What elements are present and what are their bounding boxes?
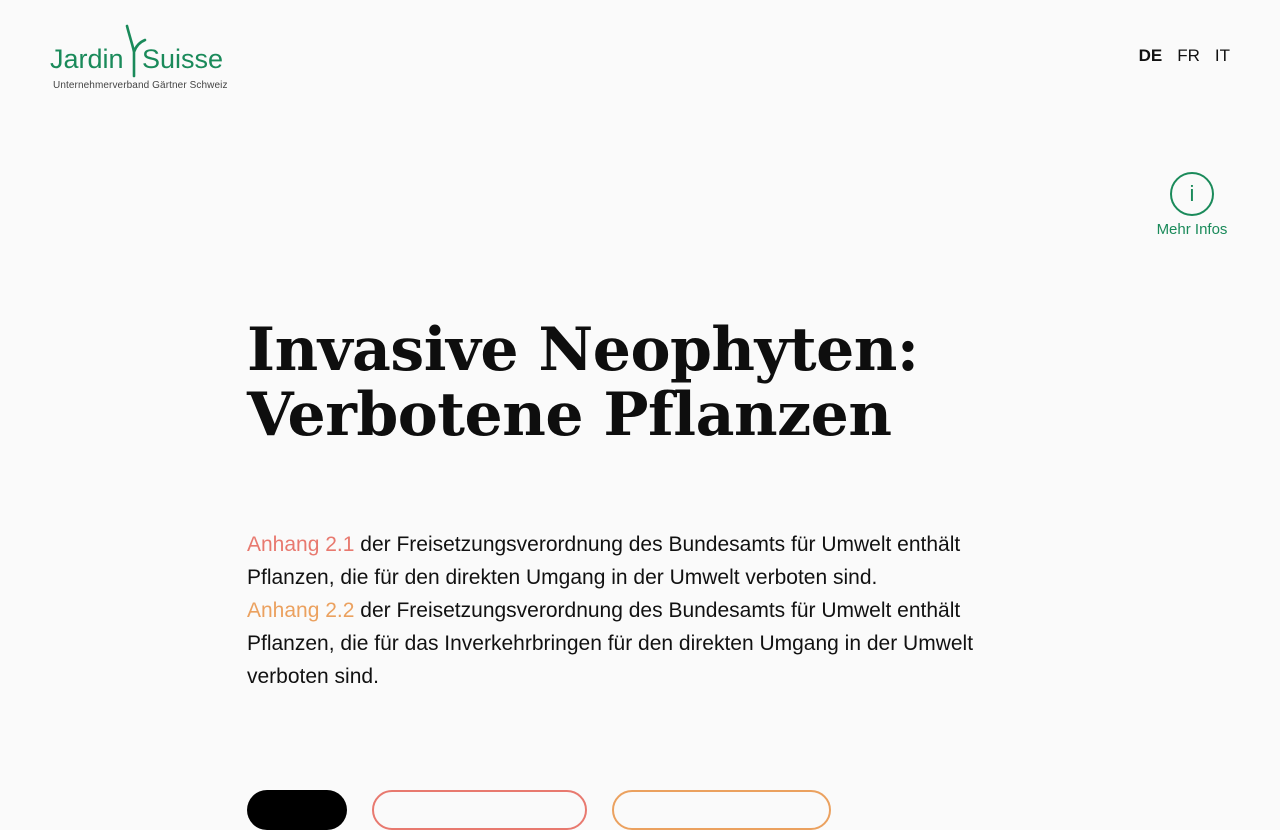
brand-logo[interactable] bbox=[50, 24, 240, 94]
logo-word-suisse: Suisse bbox=[142, 44, 224, 74]
intro-paragraph-2 bbox=[247, 594, 1027, 693]
filter-button-all[interactable] bbox=[247, 790, 347, 830]
lang-it[interactable]: IT bbox=[1214, 46, 1230, 65]
info-icon-glyph: i bbox=[1189, 181, 1195, 206]
intro-paragraph-1-text: der Freisetzungsverordnung des Bundesamts für Umwelt enthält Pflanzen, die für den direkten Umgang in der Umwelt verboten sind. bbox=[247, 533, 961, 589]
language-switcher bbox=[1139, 46, 1230, 66]
filter-button-annex-2-2[interactable] bbox=[612, 790, 831, 830]
page-title-line-2: Verbotene Pflanzen bbox=[247, 380, 892, 450]
logo-tagline: Unternehmerverband Gärtner Schweiz bbox=[53, 80, 228, 91]
more-info-label: Mehr Infos bbox=[1156, 221, 1228, 238]
lang-fr[interactable]: FR bbox=[1177, 46, 1200, 65]
logo-word-jardin: Jardin bbox=[50, 44, 124, 74]
page-title-line-1: Invasive Neophyten: bbox=[247, 315, 919, 385]
filter-button-annex-2-1[interactable] bbox=[372, 790, 587, 830]
logo-mark bbox=[50, 24, 240, 80]
lang-de[interactable]: DE bbox=[1138, 46, 1163, 65]
more-info-button[interactable] bbox=[1150, 172, 1234, 238]
info-icon bbox=[1170, 172, 1214, 216]
main-content bbox=[247, 315, 1027, 693]
intro-paragraph-2-text: der Freisetzungsverordnung des Bundesamts für Umwelt enthält Pflanzen, die für das Inverkehrbringen für den direkten Umgang in der Umwelt verboten sind. bbox=[247, 599, 974, 688]
intro-text bbox=[247, 528, 1027, 693]
annex-2-2-link[interactable]: Anhang 2.2 bbox=[247, 599, 355, 622]
annex-2-1-link[interactable]: Anhang 2.1 bbox=[247, 533, 355, 556]
page-title bbox=[247, 315, 1027, 450]
intro-paragraph-1 bbox=[247, 528, 1027, 594]
